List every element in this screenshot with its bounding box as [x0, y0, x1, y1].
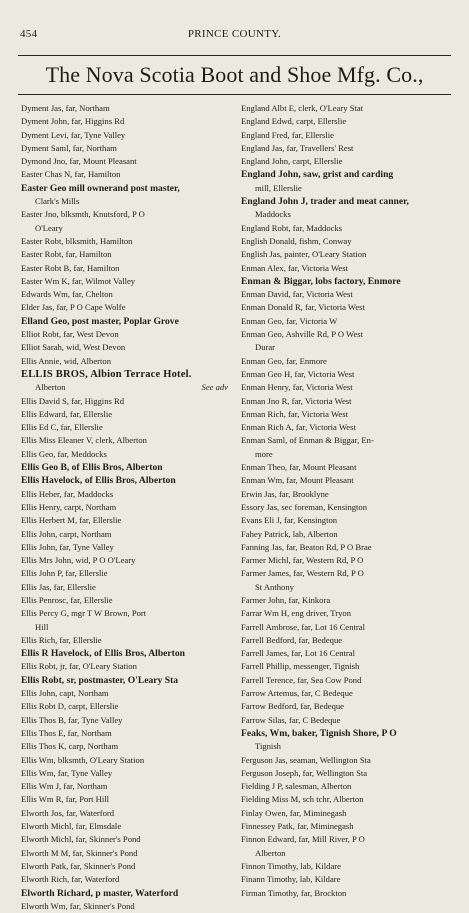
directory-entry: Evans Eli J, far, Kensington — [241, 515, 338, 526]
directory-entry: Easter Wm K, far, Wilmot Valley — [21, 275, 136, 286]
directory-entry: Enman Theo, far, Mount Pleasant — [241, 462, 357, 473]
directory-entry: Enman Geo, far, Victoria W — [241, 315, 338, 326]
directory-entry-continuation: Clark's Mills — [35, 196, 80, 207]
directory-entry: Ellis Mrs John, wid, P O O'Leary — [21, 555, 136, 566]
directory-entry: Fahey Patrick, lab, Alberton — [241, 528, 338, 539]
directory-entry-bold: Ellis R Havelock, of Ellis Bros, Alberton — [21, 648, 185, 660]
directory-entry: Ellis Edward, far, Ellerslie — [21, 408, 113, 419]
directory-entry-continuation: more — [255, 448, 273, 459]
directory-entry: Ellis Ed C, far, Ellerslie — [21, 422, 103, 433]
directory-entry: Enman Rich, far, Victoria West — [241, 408, 348, 419]
directory-entry: Farrow Artemus, far, C Bedeque — [241, 688, 353, 699]
continuation-text: Alberton — [35, 382, 66, 393]
directory-entry: Elworth Patk, far, Skinner's Pond — [21, 860, 136, 871]
directory-entry: Ferguson Joseph, far, Wellington Sta — [241, 767, 368, 778]
directory-entry: Finann Timothy, lab, Kildare — [241, 874, 341, 885]
directory-entry: Firman Timothy, far, Brockton — [241, 887, 347, 898]
directory-entry-bold: Ellis Robt, sr, postmaster, O'Leary Sta — [21, 674, 179, 686]
directory-entry-continuation: Maddocks — [255, 209, 291, 220]
directory-entry-bold: Enman & Biggar, lobs factory, Enmore — [241, 275, 401, 287]
see-advertisement-note: See adv — [201, 382, 228, 393]
directory-entry-bold: Elworth Richard, p master, Waterford — [21, 887, 179, 899]
directory-entry: Elworth Jos, far, Waterford — [21, 807, 115, 818]
directory-entry: Dyment Levi, far, Tyne Valley — [21, 129, 126, 140]
directory-entry: Ellis John, far, Tyne Valley — [21, 541, 114, 552]
directory-entry: Ellis Miss Eleaner V, clerk, Alberton — [21, 435, 147, 446]
directory-entry: Finnon Timothy, lab, Kildare — [241, 860, 341, 871]
directory-entry-continuation: mill, Ellerslie — [255, 182, 302, 193]
directory-entry: Ellis Jas, far, Ellerslie — [21, 581, 96, 592]
directory-entry: Farrell Bedford, far, Bedeque — [241, 634, 343, 645]
directory-entry-continuation: O'Leary — [35, 222, 63, 233]
directory-entry: Erwin Jas, far, Brooklyne — [241, 488, 329, 499]
directory-entry: Enman Saml, of Enman & Biggar, En- — [241, 435, 374, 446]
directory-entry: Easter Robt B, far, Hamilton — [21, 262, 120, 273]
directory-entry: Ellis Robt, jr, far, O'Leary Station — [21, 661, 137, 672]
directory-entry: Edwards Wm, far, Chelton — [21, 289, 113, 300]
directory-entry: English Donald, fishm, Conway — [241, 235, 352, 246]
directory-entry-bold: Ellis Geo B, of Ellis Bros, Alberton — [21, 462, 163, 474]
directory-entry: Ellis Heber, far, Maddocks — [21, 488, 114, 499]
directory-entry-continuation: Hill — [35, 621, 49, 632]
directory-entry: Elliot Robt, far, West Devon — [21, 329, 119, 340]
directory-entry: Enman Donald R, far, Victoria West — [241, 302, 365, 313]
directory-entry: Enman Geo, far, Enmore — [241, 355, 327, 366]
directory-entry: Enman Geo H, far, Victoria West — [241, 368, 355, 379]
directory-entry-continuation: Tignish — [255, 741, 281, 752]
directory-entry: Ellis John, capt, Northam — [21, 688, 109, 699]
directory-entry: England John, carpt, Ellerslie — [241, 156, 343, 167]
directory-entry: Elworth M M, far, Skinner's Pond — [21, 847, 138, 858]
directory-entry: Fielding J P, salesman, Alberton — [241, 781, 352, 792]
directory-entry: Dyment Saml, far, Northam — [21, 142, 117, 153]
directory-entry: Ellis Annie, wid, Alberton — [21, 355, 111, 366]
banner-bottom-rule — [18, 94, 451, 95]
directory-entry: Enman Jno R, far, Victoria West — [241, 395, 352, 406]
directory-entry: England Robt, far, Maddocks — [241, 222, 343, 233]
directory-entry: Finlay Owen, far, Miminegash — [241, 807, 347, 818]
directory-entry: Essory Jas, sec foreman, Kensington — [241, 501, 368, 512]
directory-entry: Finnessey Patk, far, Miminegash — [241, 821, 354, 832]
banner-top-rule — [18, 55, 451, 56]
directory-entry-bold: Easter Geo mill ownerand post master, — [21, 182, 180, 194]
directory-entry: Enman Henry, far, Victoria West — [241, 382, 353, 393]
directory-entry: Dyment John, far, Higgins Rd — [21, 116, 125, 127]
directory-entry: England Fred, far, Ellerslie — [241, 129, 334, 140]
directory-entry: Elworth Wm, far, Skinner's Pond — [21, 900, 135, 911]
directory-entry: Easter Chas N, far, Hamilton — [21, 169, 121, 180]
left-column — [21, 102, 236, 913]
directory-entry: Dymond Jno, far, Mount Pleasant — [21, 156, 137, 167]
directory-entry-featured: ELLIS BROS, Albion Terrace Hotel. — [21, 368, 192, 380]
directory-entry: Ellis Wm, blksmth, O'Leary Station — [21, 754, 145, 765]
directory-entry: England Jas, far, Travellers' Rest — [241, 142, 354, 153]
directory-entry: Farrow Bedford, far, Bedeque — [241, 701, 344, 712]
directory-entry: Fielding Miss M, sch tchr, Alberton — [241, 794, 364, 805]
directory-entry: Ellis John P, far, Ellerslie — [21, 568, 108, 579]
directory-entry: Elder Jas, far, P O Cape Wolfe — [21, 302, 126, 313]
directory-entry: Easter Jno, blksmth, Knutsford, P O — [21, 209, 145, 220]
directory-entry: Ellis Herbert M, far, Ellerslie — [21, 515, 122, 526]
directory-entry: Farrar Wm H, eng driver, Tryon — [241, 608, 352, 619]
directory-entry: Farrell Ambrose, far, Lot 16 Central — [241, 621, 365, 632]
directory-entry: Enman Wm, far, Mount Pleasant — [241, 475, 354, 486]
directory-entry: Easter Robt, far, Hamilton — [21, 249, 112, 260]
directory-entry: Ellis Wm J, far, Northam — [21, 781, 108, 792]
directory-entry: Dyment Jas, far, Northam — [21, 103, 110, 113]
directory-entry-bold: Ellis Havelock, of Ellis Bros, Alberton — [21, 475, 176, 487]
directory-entry: Ellis John, carpt, Northam — [21, 528, 112, 539]
directory-entry: Enman Geo, Ashville Rd, P O West — [241, 329, 364, 340]
directory-entry: Farmer John, far, Kinkora — [241, 594, 331, 605]
directory-entry: Elworth Michl, far, Elmsdale — [21, 821, 122, 832]
directory-entry: Enman Rich A, far, Victoria West — [241, 422, 356, 433]
directory-entry-bold: Feaks, Wm, baker, Tignish Shore, P O — [241, 727, 397, 739]
directory-entry: Elworth Rich, far, Waterford — [21, 874, 120, 885]
directory-entry: England Edwd, carpt, Ellerslie — [241, 116, 347, 127]
directory-entry-bold: England John J, trader and meat canner, — [241, 196, 409, 208]
directory-entry-bold: England John, saw, grist and carding — [241, 169, 394, 181]
directory-entry: Ellis Wm, far, Tyne Valley — [21, 767, 113, 778]
directory-entry: Ellis Thos E, far, Northam — [21, 727, 112, 738]
directory-entry: Ellis Thos B, far, Tyne Valley — [21, 714, 123, 725]
directory-entry: Ellis Penrosc, far, Ellerslie — [21, 594, 113, 605]
directory-entry: Farmer James, far, Western Rd, P O — [241, 568, 364, 579]
directory-entry: Farrow Silas, far, C Bedeque — [241, 714, 341, 725]
directory-entry: Ellis Robt D, carpt, Ellerslie — [21, 701, 119, 712]
directory-entry: England Albt E, clerk, O'Leary Stat — [241, 103, 364, 113]
directory-entry-continuation: Alberton — [255, 847, 286, 858]
directory-entry: Ellis Percy G, mgr T W Brown, Port — [21, 608, 147, 619]
directory-entry: Enman Alex, far, Victoria West — [241, 262, 348, 273]
directory-entry: Farmer Michl, far, Western Rd, P O — [241, 555, 364, 566]
directory-entry: Farrell Phillip, messenger, Tignish — [241, 661, 360, 672]
directory-entry: Farrell Terence, far, Sea Cow Pond — [241, 674, 362, 685]
directory-entry-continuation — [21, 381, 236, 394]
directory-entry: Easter Robt, blksmith, Hamilton — [21, 235, 133, 246]
directory-entry-continuation: Durar — [255, 342, 276, 353]
directory-entry: Ellis Wm R, far, Port Hill — [21, 794, 110, 805]
directory-entry-bold: Elland Geo, post master, Poplar Grove — [21, 315, 179, 327]
directory-entry: Ellis Rich, far, Ellerslie — [21, 634, 102, 645]
directory-entry: English Jas, painter, O'Leary Station — [241, 249, 367, 260]
county-title: PRINCE COUNTY. — [187, 28, 282, 40]
page-number: 454 — [20, 28, 38, 40]
directory-entry-continuation: St Anthony — [255, 581, 294, 592]
page-header — [20, 28, 449, 44]
directory-entry: Ellis Thos K, carp, Northam — [21, 741, 119, 752]
directory-entry: Farrell James, far, Lot 16 Central — [241, 648, 355, 659]
directory-entry: Ellis David S, far, Higgins Rd — [21, 395, 125, 406]
directory-entry: Elworth Michl, far, Skinner's Pond — [21, 834, 141, 845]
directory-entry: Fanning Jas, far, Beaton Rd, P O Brae — [241, 541, 372, 552]
directory-entry: Enman David, far, Victoria West — [241, 289, 353, 300]
directory-entry: Finnon Edward, far, Mill River, P O — [241, 834, 365, 845]
right-column — [241, 102, 454, 900]
directory-entry: Elliot Sarah, wid, West Devon — [21, 342, 126, 353]
directory-entry: Ferguson Jas, seaman, Wellington Sta — [241, 754, 371, 765]
directory-entry: Ellis Geo, far, Meddocks — [21, 448, 107, 459]
advertiser-banner: The Nova Scotia Boot and Shoe Mfg. Co., — [45, 62, 424, 87]
directory-entry: Ellis Henry, carpt, Northam — [21, 501, 117, 512]
